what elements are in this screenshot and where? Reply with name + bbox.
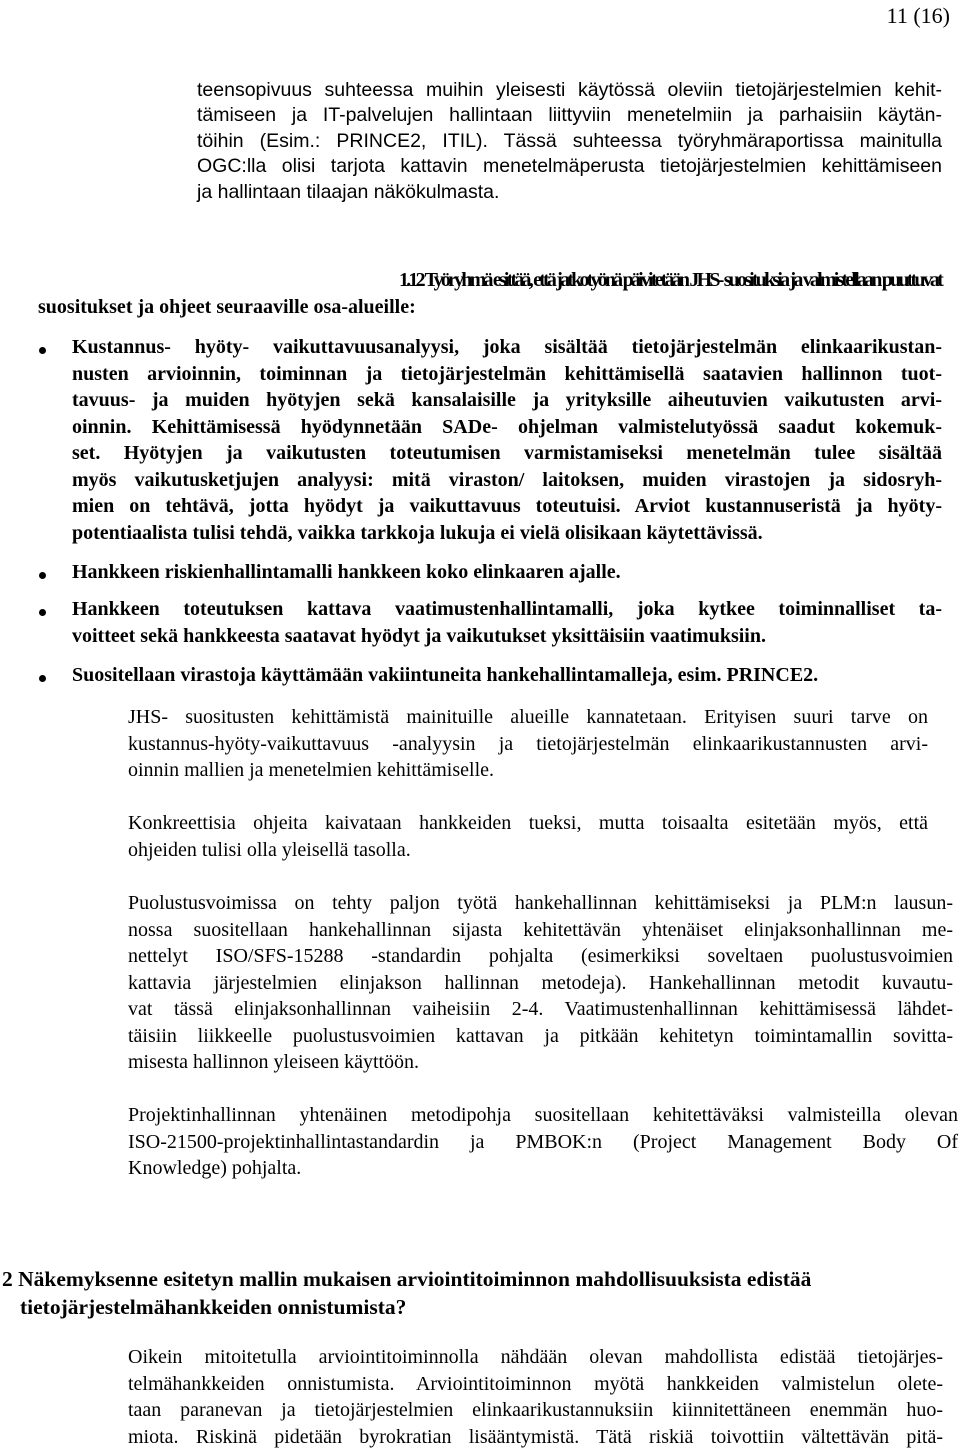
text-line: Suositellaan virastoja käyttämään vakiintuneita hankehallintamalleja, esim. PRINCE2. xyxy=(72,662,942,689)
text-line: ohjeiden tulisi olla yleisellä tasolla. xyxy=(128,837,928,864)
text-line: Knowledge) pohjalta. xyxy=(128,1155,958,1182)
answer-2-paragraph xyxy=(128,1344,943,1450)
text-line: Hankkeen riskienhallintamalli hankkeen koko elinkaaren ajalle. xyxy=(72,559,942,586)
bullet-item-cost-benefit xyxy=(72,334,942,546)
text-line: tämiseen ja IT-palvelujen hallintaan liittyviin menetelmiin ja parhaisiin käytän- xyxy=(197,103,942,128)
text-line: miota. Riskinä pidetään byrokratian lisääntymistä. Tätä riskiä toivottiin vältettävän pitä- xyxy=(128,1424,943,1450)
text-line: Puolustusvoimissa on tehty paljon työtä hankehallinnan kehittämiseksi ja PLM:n lausun- xyxy=(128,890,953,917)
text-line: taan paranevan ja tietojärjestelmien elinkaarikustannuksiin kiinnitettäneen enemmän huo- xyxy=(128,1397,943,1424)
question-2-heading xyxy=(2,1265,952,1321)
text-line: Hankkeen toteutuksen kattava vaatimustenhallintamalli, joka kytkee toiminnalliset ta- xyxy=(72,596,942,623)
text-line: töihin (Esim.: PRINCE2, ITIL). Tässä suhteessa työryhmäraportissa mainitulla xyxy=(197,129,942,154)
text-line: telmähankkeiden onnistumista. Arviointitoiminnon myötä hankkeiden valmistelun olete- xyxy=(128,1371,943,1398)
bullet-item-requirements xyxy=(72,596,942,649)
text-line: myös vaikutusketjujen analyysi: mitä viraston/ laitoksen, muiden virastojen ja sidosryh- xyxy=(72,467,942,494)
text-line: Kustannus- hyöty- vaikuttavuusanalyysi, joka sisältää tietojärjestelmän elinkaarikustan- xyxy=(72,334,942,361)
text-line: set. Hyötyjen ja vaikutusten toteutumisen varmistamiseksi menetelmän tulee sisältää xyxy=(72,440,942,467)
text-line: potentiaalista tulisi tehdä, vaikka tarkkoja lukuja ei vielä olisikaan käytettävissä. xyxy=(72,520,942,547)
text-line: teensopivuus suhteessa muihin yleisesti käytössä oleviin tietojärjestelmien kehit- xyxy=(197,78,942,103)
text-line: suositukset ja ohjeet seuraaville osa-alueille: xyxy=(38,294,941,321)
comment-paragraph-2 xyxy=(128,810,928,863)
bullet-dot xyxy=(39,675,46,682)
text-line: Projektinhallinnan yhtenäinen metodipohja suositellaan kehitettäväksi valmisteilla olevan xyxy=(128,1102,958,1129)
text-line: Konkreettisia ohjeita kaivataan hankkeiden tueksi, mutta toisaalta esitetään myös, että xyxy=(128,810,928,837)
bullet-item-risk-management xyxy=(72,559,942,586)
text-line: ISO-21500-projektinhallintastandardin ja PMBOK:n (Project Management Body Of xyxy=(128,1129,958,1156)
bullet-dot xyxy=(39,609,46,616)
text-line: mien on tehtävä, jotta hyödyt ja vaikuttavuus toteutuisi. Arviot kustannuseristä ja hyöty- xyxy=(72,493,942,520)
text-line: 2 Näkemyksenne esitetyn mallin mukaisen arviointitoiminnon mahdollisuuksista edistää xyxy=(2,1265,952,1293)
section-1-12-text xyxy=(38,267,941,320)
text-line: Oikein mitoitetulla arviointitoiminnolla nähdään olevan mahdollista edistää tietojärjes- xyxy=(128,1344,943,1371)
text-line: ja hallintaan tilaajan näkökulmasta. xyxy=(197,180,942,205)
text-line: OGC:lla olisi tarjota kattavin menetelmäperusta tietojärjestelmien kehittämiseen xyxy=(197,154,942,179)
intro-paragraph xyxy=(197,78,942,205)
text-line: voitteet sekä hankkeesta saatavat hyödyt ja vaikutukset yksittäisiin vaatimuksiin. xyxy=(72,623,942,650)
page-number: 11 (16) xyxy=(887,2,950,30)
text-line: oinnin mallien ja menetelmien kehittämiselle. xyxy=(128,757,928,784)
text-line: nettelyt ISO/SFS-15288 -standardin pohjalta (esimerkiksi soveltaen puolustusvoimien xyxy=(128,943,953,970)
text-line: vat tässä elinjaksonhallinnan vaiheisiin 2-4. Vaatimustenhallinnan kehittämisessä lähdet- xyxy=(128,996,953,1023)
comment-paragraph-4 xyxy=(128,1102,958,1182)
text-line: nusten arvioinnin, toiminnan ja tietojärjestelmän kehittämisellä saatavien hallinnon tuot- xyxy=(72,361,942,388)
text-line: oinnin. Kehittämisessä hyödynnetään SADe- ohjelman valmistelutyössä saadut kokemuk- xyxy=(72,414,942,441)
text-line: kustannus-hyöty-vaikuttavuus -analyysin ja tietojärjestelmän elinkaarikustannusten arvi- xyxy=(128,731,928,758)
bullet-dot xyxy=(39,347,46,354)
comment-paragraph-1 xyxy=(128,704,928,784)
text-line: tietojärjestelmähankkeiden onnistumista? xyxy=(2,1293,952,1321)
bullet-dot xyxy=(39,572,46,579)
text-line: nossa suositellaan hankehallinnan sijasta kehitettävän yhtenäiset elinjaksonhallinnan me- xyxy=(128,917,953,944)
bullet-item-prince2 xyxy=(72,662,942,689)
text-line: kattavia järjestelmien elinjakson hallinnan metodeja). Hankehallinnan metodit kuvautu- xyxy=(128,970,953,997)
comment-paragraph-3 xyxy=(128,890,953,1076)
text-line: 1.12 Työryhmä esittää, että jatkotyönä päivitetään JHS- suosituksia ja valmistellaan puuttuvat xyxy=(38,267,941,294)
text-line: JHS- suositusten kehittämistä mainituille alueille kannatetaan. Erityisen suuri tarve on xyxy=(128,704,928,731)
text-line: täisiin liikkeelle puolustusvoimien kattavan ja pitkään kehitetyn toimintamallin sovitta- xyxy=(128,1023,953,1050)
text-line: tavuus- ja muiden hyötyjen sekä kansalaisille ja yrityksille aiheutuvien vaikutusten arvi- xyxy=(72,387,942,414)
text-line: misesta hallinnon yleiseen käyttöön. xyxy=(128,1049,953,1076)
